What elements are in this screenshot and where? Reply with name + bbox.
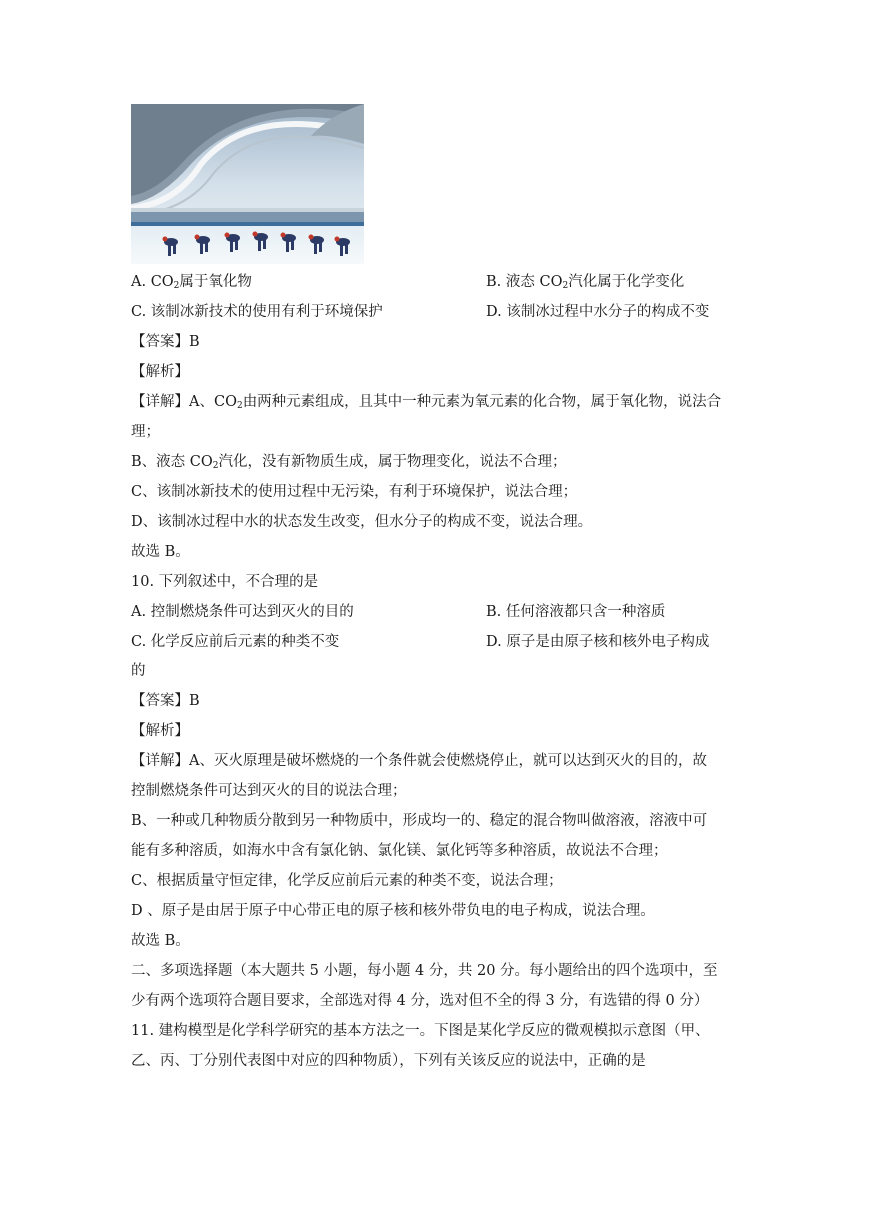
- q11-stem-line2: 乙、丙、丁分别代表图中对应的四种物质），下列有关该反应的说法中，正确的是: [131, 1053, 646, 1069]
- q9-detail-a: 【详解】A、$CO_2$由两种元素组成，且其中一种元素为氧元素的化合物，属于氧化物，说法合: [131, 394, 722, 411]
- q10-option-a: A. 控制燃烧条件可达到灭火的目的: [131, 604, 354, 620]
- q9-analysis-heading: 【解析】: [131, 364, 189, 380]
- q9-detail-c: C、该制冰新技术的使用过程中无污染，有利于环境保护，说法合理；: [131, 484, 578, 500]
- q9-option-b: B. 液态 $CO_2$汽化属于化学变化: [486, 274, 685, 291]
- q9-detail-d: D、该制冰过程中水的状态发生改变，但水分子的构成不变，说法合理。: [131, 514, 593, 530]
- q9-option-c: C. 该制冰新技术的使用有利于环境保护: [131, 304, 383, 320]
- q9-option-d: D. 该制冰过程中水分子的构成不变: [486, 304, 710, 320]
- q10-detail-b2: 能有多种溶质，如海水中含有氯化钠、氯化镁、氯化钙等多种溶质，故说法不合理；: [131, 843, 668, 859]
- q10-detail-a1: 【详解】A、灭火原理是破坏燃烧的一个条件就会使燃烧停止，就可以达到灭火的目的，故: [131, 753, 707, 769]
- q10-detail-c: C、根据质量守恒定律，化学反应前后元素的种类不变，说法合理；: [131, 873, 563, 889]
- section2-heading-line1: 二、多项选择题（本大题共 5 小题，每小题 4 分，共 20 分。每小题给出的四个选项中，至: [131, 963, 718, 979]
- q10-answer: 【答案】B: [131, 693, 200, 709]
- q11-stem-line1: 11. 建构模型是化学科学研究的基本方法之一。下图是某化学反应的微观模拟示意图（甲、: [131, 1023, 710, 1039]
- section2-heading-line2: 少有两个选项符合题目要求，全部选对得 4 分，选对但不全的得 3 分，有选错的得 0 分）: [131, 993, 709, 1009]
- q9-detail-b: B、液态 $CO_2$汽化，没有新物质生成，属于物理变化，说法不合理；: [131, 454, 567, 471]
- q10-conclusion: 故选 B。: [131, 933, 190, 949]
- q10-detail-b1: B、一种或几种物质分散到另一种物质中，形成均一的、稳定的混合物叫做溶液，溶液中可: [131, 813, 708, 829]
- q10-analysis-heading: 【解析】: [131, 723, 189, 739]
- q9-detail-a-cont: 理；: [131, 424, 160, 440]
- q10-stem: 10. 下列叙述中，不合理的是: [131, 574, 319, 590]
- q10-option-c: C. 化学反应前后元素的种类不变: [131, 634, 340, 650]
- q10-option-d-cont: 的: [131, 663, 146, 679]
- q10-option-b: B. 任何溶液都只含一种溶质: [486, 604, 666, 620]
- ice-rink-photo: [131, 104, 364, 264]
- q10-detail-a2: 控制燃烧条件可达到灭火的目的说法合理；: [131, 783, 407, 799]
- q9-option-a: A. $CO_2$属于氧化物: [131, 274, 252, 291]
- q10-detail-d: D 、原子是由居于原子中心带正电的原子核和核外带负电的电子构成，说法合理。: [131, 903, 655, 919]
- q10-option-d: D. 原子是由原子核和核外电子构成: [486, 634, 710, 650]
- q9-answer: 【答案】B: [131, 334, 200, 350]
- q9-conclusion: 故选 B。: [131, 544, 190, 560]
